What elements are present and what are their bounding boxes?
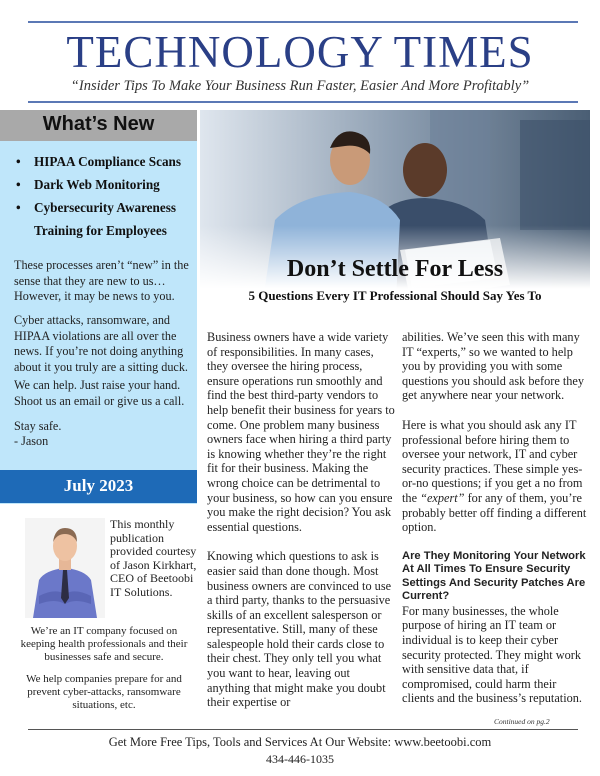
sidebar-paragraph: These processes aren’t “new” in the sense that they are new to us… However, it may be news to you.: [14, 258, 189, 303]
top-rule: [28, 21, 578, 23]
sidebar-signature: - Jason: [14, 434, 49, 448]
bullet-icon: •: [16, 154, 21, 169]
article-subheading: Are They Monitoring Your Network At All Times To Ensure Security Settings And Security Patches Are Current?: [402, 549, 586, 603]
about-paragraph: We help companies prepare for and prevent cyber-attacks, ransomware situations, etc.: [26, 673, 182, 711]
list-item: • Dark Web Monitoring: [14, 173, 196, 196]
sidebar-signoff: Stay safe.: [14, 419, 62, 433]
bullet-icon: •: [16, 200, 21, 215]
article-paragraph: Here is what you should ask any IT professional before hiring them to oversee your network, IT and cyber security practices. These simple yes-or-no questions; if you get a no from the “expert” for any of them, you’re probably better off finding a different option.: [402, 417, 587, 535]
issue-date: July 2023: [63, 476, 134, 495]
masthead-rule: [28, 101, 578, 103]
footer-phone: 434-446-1035: [266, 752, 334, 766]
article-column-2: [402, 330, 590, 721]
footer-rule: [28, 729, 578, 730]
list-item: • Cybersecurity Awareness: [14, 196, 196, 219]
list-item: Training for Employees: [34, 223, 167, 238]
article-subhead: 5 Questions Every IT Professional Should Say Yes To: [248, 288, 542, 303]
article-paragraph: abilities. We’ve seen this with many IT “experts,” so we wanted to help you by providing you with some questions you should ask before they get anywhere near your network.: [402, 330, 585, 403]
bullet-icon: •: [16, 177, 21, 192]
sidebar-paragraph: Cyber attacks, ransomware, and HIPAA violations are all over the news. If you’re not doing anything about it you truly are a sitting duck.: [14, 313, 188, 374]
author-photo: [25, 518, 105, 618]
article-headline: Don’t Settle For Less: [286, 256, 504, 282]
footer-website: Get More Free Tips, Tools and Services At Our Website: www.beetoobi.com: [108, 735, 492, 749]
author-blurb: This monthly publication provided courtesy of Jason Kirkhart, CEO of Beetoobi IT Solutions.: [110, 517, 197, 599]
about-paragraph: We’re an IT company focused on keeping health professionals and their businesses safe and secure.: [20, 625, 188, 663]
article-paragraph: Business owners have a wide variety of responsibilities. In many cases, they oversee the hiring process, ensure operations run smoothly and find the best third-party vendors to help benefit their business for years to come. One problem many business owners face when hiring a third party is knowing whether they’re the right fit for their business. Making the wrong choice can be detrimental to your business, so how can you ensure you make the right decision? You ask essential questions.: [207, 330, 395, 534]
article-paragraph: For many businesses, the whole purpose of hiring an IT team or individual is to keep their cyber security protected. They might work with sensitive data that, if compromised, could harm their clients and the business’s reputation.: [402, 603, 582, 706]
masthead-tagline: “Insider Tips To Make Your Business Run Faster, Easier And More Profitably”: [70, 78, 530, 94]
whats-new-list: [14, 150, 196, 242]
article-paragraph: Knowing which questions to ask is easier said than done though. Most business owners are convinced to use a third party, thanks to the persuasive skills of an excellent salesperson or representative. Still, many of these salespeople hold their cards close to their chest. They only tell you what you want to hear, leaving out anything that might make you doubt their expertise or: [207, 549, 392, 710]
whats-new-title: What’s New: [42, 113, 155, 135]
article-column-1: [207, 330, 395, 725]
continued-note: Continued on pg.2: [494, 717, 550, 726]
masthead-title: TECHNOLOGY TIMES: [66, 27, 534, 77]
sidebar-paragraph: We can help. Just raise your hand. Shoot us an email or give us a call.: [14, 378, 185, 408]
list-item: • HIPAA Compliance Scans: [14, 150, 196, 173]
